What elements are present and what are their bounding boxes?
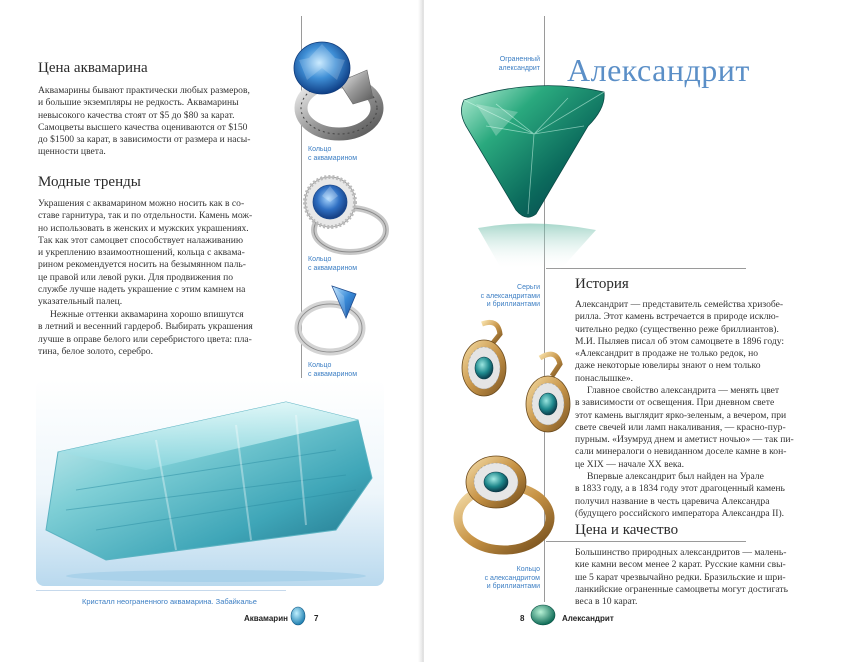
heading-price-aquamarine: Цена аквамарина xyxy=(38,60,148,76)
aquamarine-gem-icon xyxy=(290,606,306,626)
heading-history: История xyxy=(575,276,629,292)
caption-ring-3: Кольцо с аквамарином xyxy=(308,362,358,378)
alexandrite-ring-image xyxy=(444,446,564,558)
aquamarine-ring-image-3 xyxy=(294,280,394,360)
heading-fashion-trends: Модные тренды xyxy=(38,174,141,190)
paragraph-history-3: Впервые александрит был найден на Урале в 1833 году, а в 1834 году этот драгоценный камень получил название в честь царевича Александра (будущего российского императора Александра II). xyxy=(575,471,785,519)
paragraph-price-aquamarine: Аквамарины бывают практически любых размеров, и большие экземпляры не редкость. Аквамарины невысокого качества стоят от $5 до $80 за карат. Самоцветы высшего качества оцениваются от $150 до $1500 за карат, в зависимости от размера и насы- щенности цвета. xyxy=(38,85,251,158)
page-title-alexandrite: Александрит xyxy=(567,52,750,88)
right-footer-title: Александрит xyxy=(562,614,614,623)
alexandrite-gem-icon xyxy=(530,604,556,626)
paragraph-price-quality: Большинство природных александритов — малень- кие камни весом менее 2 карат. Русские камни свы- ше 5 карат чрезвычайно редки. Бразильские и шри- ланкийские ограненные самоцветы могут достигать веса в 10 карат. xyxy=(575,547,788,608)
right-page xyxy=(424,0,846,662)
right-page-number: 8 xyxy=(520,614,525,623)
aquamarine-ring-image-1 xyxy=(287,38,387,142)
heading-price-quality: Цена и качество xyxy=(575,522,679,538)
left-page xyxy=(0,0,422,662)
caption-ring-2: Кольцо с аквамарином xyxy=(308,256,358,272)
aquamarine-crystal-image xyxy=(36,380,384,586)
caption-crystal: Кристалл неограненного аквамарина. Забайкалье xyxy=(82,597,257,606)
caption-ring-1: Кольцо с аквамарином xyxy=(308,146,358,162)
left-footer-rule xyxy=(36,590,286,591)
paragraph-fashion-trends: Украшения с аквамарином можно носить как в со- ставе гарнитура, так и по отдельности. Камень мож- но использовать в женских и мужских украшениях. Так как этот самоцвет способствует налаживанию и укреплению взаимоотношений, кольца с аквама- рином рекомендуется носить на безымянном паль- це правой или левой руки. Для продвижения по службе лучше надеть украшение с этим камнем на указательный палец. xyxy=(38,198,253,308)
quality-rule xyxy=(546,541,746,542)
cut-alexandrite-image xyxy=(456,82,616,272)
paragraph-history: Александрит — представитель семейства хризобе- рилла. Этот камень встречается в природе исклю- чительно редко (существенно реже бриллиантов). М.И. Пыляев писал об этом самоцвете в 1896 году: «Александрит в продаже не только редок, но даже некоторые ювелиры знают о нем только понаслышке». xyxy=(575,299,785,384)
caption-earrings: Серьги с александритами и бриллиантами xyxy=(480,284,540,308)
left-footer-title: Аквамарин xyxy=(244,614,288,623)
caption-cut-alexandrite: Ограненный александрит xyxy=(498,56,540,72)
paragraph-history-2: Главное свойство александрита — менять цвет в зависимости от освещения. При дневном свете этот камень выглядит ярко-зеленым, а вечером, при свете свечей или ламп накаливания, — красно-пур- пурным. «Изумруд днем и аметист ночью» — так пи- сали минералоги о невиданном доселе камне в кон- це XIX — начале XX века. xyxy=(575,385,794,470)
aquamarine-ring-image-2 xyxy=(292,172,392,262)
left-page-number: 7 xyxy=(314,614,319,623)
paragraph-fashion-trends-2: Нежные оттенки аквамарина хорошо впишутся в летний и весенний гардероб. Выбирать украшения лучше в оправе белого или серебристого цвета: пла- тина, белое золото, серебро. xyxy=(38,309,253,357)
caption-ring-alexandrite: Кольцо с александритом и бриллиантами xyxy=(484,566,540,590)
alexandrite-earrings-image xyxy=(454,318,584,444)
